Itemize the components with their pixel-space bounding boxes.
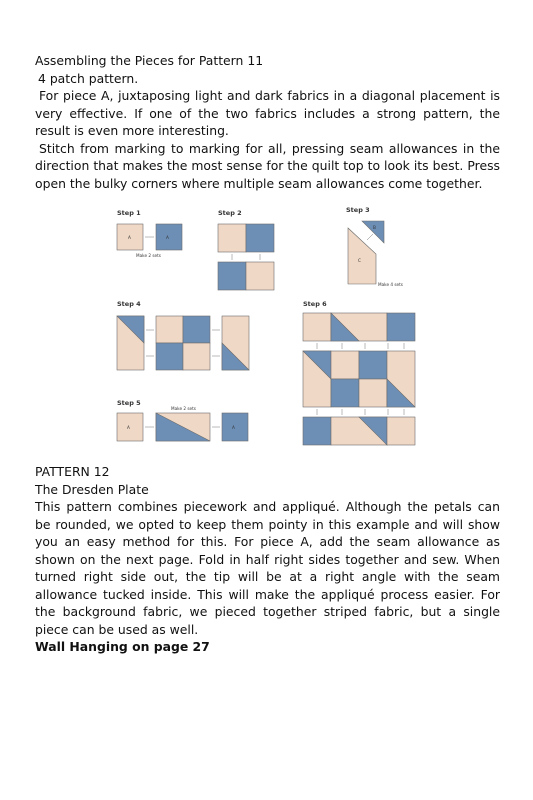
section-subtitle: 4 patch pattern. bbox=[38, 70, 139, 86]
step2-top-left bbox=[218, 224, 246, 252]
paragraph-piece-a: For piece A, juxtaposing light and dark fabrics in a diagonal placement is very effective. If one of the two fabrics includes a strong pattern, the result is even more interesting. bbox=[35, 88, 500, 138]
step1-label: Step 1 bbox=[117, 209, 141, 217]
step3-piece-b-label: B bbox=[373, 225, 376, 230]
step4-label: Step 4 bbox=[117, 300, 141, 308]
step2-label: Step 2 bbox=[218, 209, 242, 217]
step6-mid-c3 bbox=[331, 379, 359, 407]
step4-center-tr bbox=[183, 316, 210, 343]
step6-bottom-1 bbox=[303, 417, 331, 445]
step5-piece-a-dark bbox=[222, 413, 248, 441]
step2-top-right bbox=[246, 224, 274, 252]
step5-label: Step 5 bbox=[117, 399, 141, 407]
paragraph-dresden: This pattern combines piecework and appliqué. Although the petals can be rounded, we opted to keep them pointy in this example and will show you an easy method for this. For piece A, add the seam allowance as shown on the next page. Fold in half right sides together and sew. When turned right side out, the tip will be at a right angle with the seam allowance tucked inside. This will make the appliqué process easier. For the background fabric, we pieced together striped fabric, but a single piece can be used as well. bbox=[35, 499, 500, 637]
step6-top-1 bbox=[303, 313, 331, 341]
paragraph-stitch: Stitch from marking to marking for all, pressing seam allowances in the direction that makes the most sense for the quilt top to look its best. Press open the bulky corners where multiple seam allowances come together. bbox=[35, 140, 500, 191]
pattern-subheading: The Dresden Plate bbox=[35, 481, 149, 497]
step5-piece-a2-label: A bbox=[232, 425, 235, 430]
step3-arrow bbox=[367, 234, 373, 240]
step2-bottom-left bbox=[218, 262, 246, 290]
step6-mid-c2 bbox=[359, 351, 387, 379]
step5-note: Make 2 sets bbox=[171, 406, 196, 411]
step6-mid-c1 bbox=[331, 351, 359, 379]
step6-bottom-3 bbox=[387, 417, 415, 445]
step6-mid-c4 bbox=[359, 379, 387, 407]
pattern-heading: PATTERN 12 bbox=[35, 464, 110, 479]
step5-piece-a-label: A bbox=[127, 425, 130, 430]
step4-center-bl bbox=[156, 343, 183, 370]
step6-label: Step 6 bbox=[303, 300, 327, 308]
step6-arrows-bottom bbox=[317, 409, 404, 415]
step1-note: Make 2 sets bbox=[136, 253, 161, 258]
step6-top-3 bbox=[387, 313, 415, 341]
step3-piece-c bbox=[348, 228, 376, 284]
step1-piece-a-dark bbox=[156, 224, 182, 250]
step3-note: Make 4 sets bbox=[378, 282, 403, 287]
step4-center-tl bbox=[156, 316, 183, 343]
step3-label: Step 3 bbox=[346, 206, 370, 214]
step1-piece-a-label: A bbox=[128, 235, 131, 240]
section-title: Assembling the Pieces for Pattern 11 bbox=[35, 53, 264, 68]
step3-piece-c-label: C bbox=[358, 258, 361, 263]
section-2 bbox=[35, 463, 500, 656]
step5-piece-a-light bbox=[117, 413, 143, 441]
step1-piece-a2-label: A bbox=[166, 235, 169, 240]
step4-center-br bbox=[183, 343, 210, 370]
step2-bottom-right bbox=[246, 262, 274, 290]
wall-hanging-reference: Wall Hanging on page 27 bbox=[35, 639, 210, 654]
step6-arrows-top bbox=[317, 343, 404, 349]
